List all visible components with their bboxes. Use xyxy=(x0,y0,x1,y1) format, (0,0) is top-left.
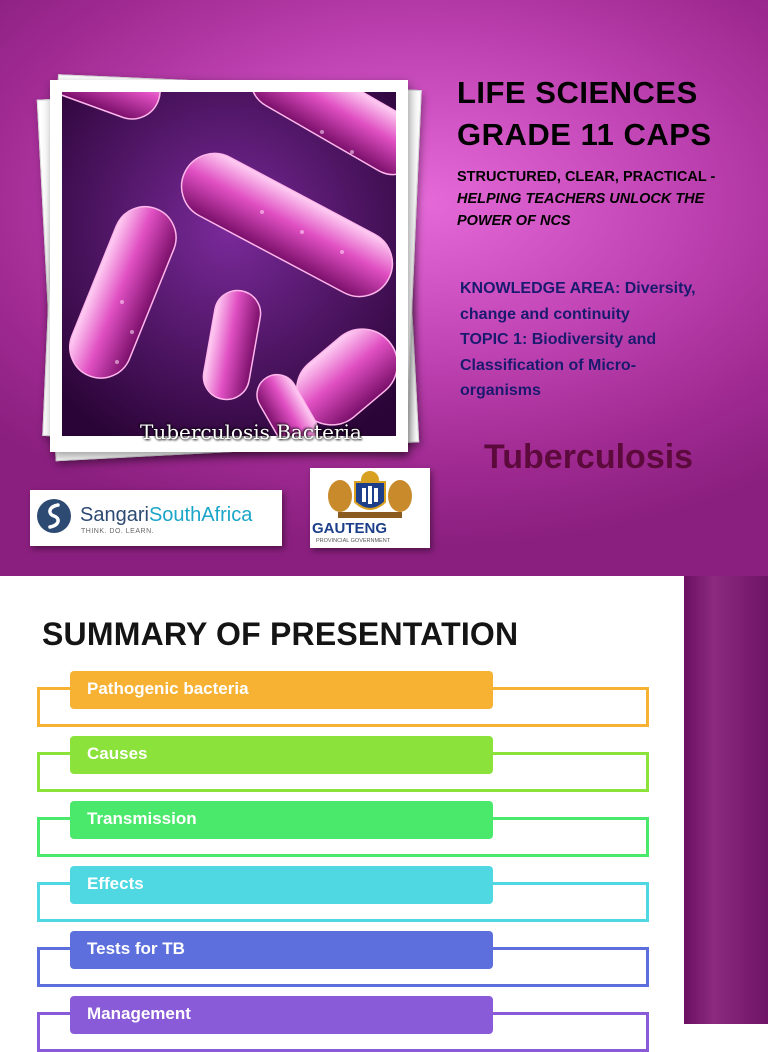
topic-heading: Tuberculosis xyxy=(484,438,694,476)
summary-item xyxy=(37,671,649,723)
summary-item xyxy=(37,736,649,788)
knowledge-line: change and continuity xyxy=(460,305,630,323)
knowledge-line: TOPIC 1: Biodiversity and xyxy=(460,331,657,348)
sangari-mark-icon xyxy=(36,498,72,534)
knowledge-line: Classification of Micro- xyxy=(460,356,637,374)
summary-item xyxy=(37,996,649,1048)
title-line: LIFE SCIENCES xyxy=(457,75,698,110)
sangari-logo xyxy=(30,490,282,546)
knowledge-line: KNOWLEDGE AREA: Diversity, xyxy=(460,280,696,297)
photo-stack xyxy=(40,70,420,460)
summary-item-label: Transmission xyxy=(70,801,493,839)
summary-slide xyxy=(0,576,768,1024)
summary-item xyxy=(37,801,649,853)
summary-item xyxy=(37,931,649,983)
sangari-tagline: THINK. DO. LEARN. xyxy=(81,528,155,535)
gauteng-logo xyxy=(310,468,430,548)
title-line: GRADE 11 CAPS xyxy=(457,117,712,152)
summary-item-label: Tests for TB xyxy=(70,931,493,969)
presentation-title xyxy=(457,72,757,156)
knowledge-area-text xyxy=(460,276,750,404)
photo-caption: Tuberculosis Bacteria xyxy=(140,420,362,444)
presentation-subtitle xyxy=(457,166,757,232)
sangari-brand-text: SangariSouthAfrica xyxy=(80,504,253,526)
summary-item-label: Causes xyxy=(70,736,493,774)
summary-item-label: Management xyxy=(70,996,493,1034)
summary-item-label: Pathogenic bacteria xyxy=(70,671,493,709)
gauteng-subtext: PROVINCIAL GOVERNMENT xyxy=(316,538,391,544)
tuberculosis-bacteria-image xyxy=(62,92,396,436)
knowledge-line: organisms xyxy=(460,382,541,399)
summary-item xyxy=(37,866,649,918)
bacteria-photo-frame xyxy=(50,80,408,452)
bacteria-illustration xyxy=(62,92,396,436)
summary-title: SUMMARY OF PRESENTATION xyxy=(42,616,519,652)
subtitle-line: STRUCTURED, CLEAR, PRACTICAL - xyxy=(457,169,716,185)
subtitle-italic: HELPING TEACHERS UNLOCK THE POWER OF NCS xyxy=(457,191,705,229)
decorative-side-band xyxy=(684,576,768,1024)
gauteng-text: GAUTENG xyxy=(312,520,387,537)
summary-item-label: Effects xyxy=(70,866,493,904)
